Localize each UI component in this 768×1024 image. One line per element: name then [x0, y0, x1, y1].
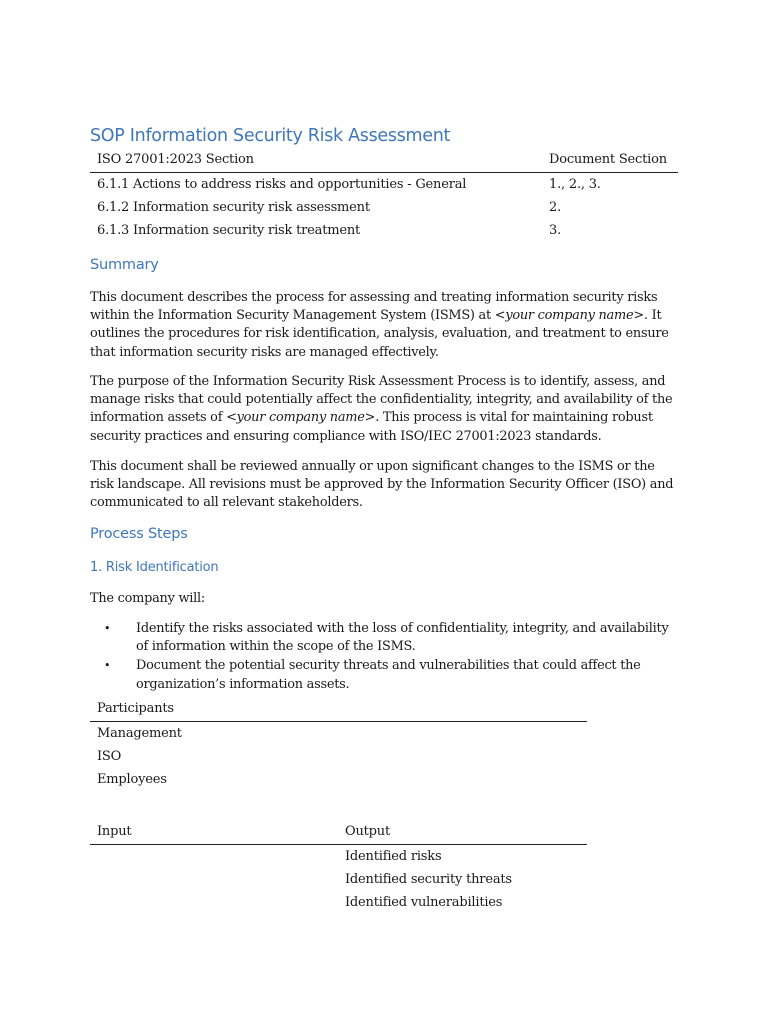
table-cell: Identified risks	[345, 849, 442, 864]
table-row	[90, 846, 587, 869]
company-placeholder: <your company name>	[494, 308, 644, 324]
table-row	[90, 746, 587, 769]
table-header-row	[90, 149, 678, 173]
table-header-cell: Participants	[97, 701, 174, 716]
table-row	[90, 197, 678, 220]
input-output-table	[90, 821, 587, 915]
summary-paragraph-3: This document shall be reviewed annually or upon significant changes to the ISMS or the risk landscape. All revisions must be approved by the Information Security Officer (ISO) and communicated to all relevant stakeholders.	[90, 459, 674, 511]
step-1-intro: The company will:	[90, 591, 205, 606]
table-header-cell: Input	[97, 824, 132, 839]
table-cell: ISO	[97, 749, 122, 764]
iso-mapping-table	[90, 149, 678, 243]
table-cell: 3.	[549, 223, 562, 238]
table-row	[90, 869, 587, 892]
table-cell: 6.1.3 Information security risk treatment	[97, 223, 361, 238]
company-placeholder: <your company name>	[226, 410, 376, 426]
table-header-row	[90, 698, 587, 722]
table-header-cell: ISO 27001:2023 Section	[97, 152, 254, 167]
table-cell: Employees	[97, 772, 167, 787]
list-item: • Identify the risks associated with the loss of confidentiality, integrity, and availability of information within the scope of the ISMS.	[104, 621, 669, 655]
table-cell: 1., 2., 3.	[549, 177, 601, 192]
table-header-cell: Output	[345, 824, 390, 839]
process-steps-heading: Process Steps	[90, 526, 188, 542]
table-cell: 6.1.2 Information security risk assessment	[97, 200, 370, 215]
table-header-row	[90, 821, 587, 845]
table-row	[90, 174, 678, 197]
document-title: SOP Information Security Risk Assessment	[90, 126, 451, 146]
table-row	[90, 220, 678, 243]
step-1-heading: 1. Risk Identification	[90, 560, 219, 575]
list-item: • Document the potential security threats and vulnerabilities that could affect the organization’s information assets.	[104, 658, 641, 692]
summary-heading: Summary	[90, 257, 159, 273]
table-row	[90, 769, 587, 792]
summary-paragraph-1: This document describes the process for assessing and treating information security risks within the Information Security Management System (ISMS) at <your company name>. It outlines the procedures for risk identification, analysis, evaluation, and treatment to ensure that information security risks are managed effectively.	[90, 290, 669, 360]
table-cell: Identified security threats	[345, 872, 512, 887]
step-1-bullet-list	[90, 620, 678, 695]
participants-table	[90, 698, 587, 792]
summary-paragraph-2: The purpose of the Information Security Risk Assessment Process is to identify, assess, and manage risks that could potentially affect the confidentiality, integrity, and availability of the information assets of <your company name>. This process is vital for maintaining robust security practices and ensuring compliance with ISO/IEC 27001:2023 standards.	[90, 374, 673, 444]
table-cell: Management	[97, 726, 182, 741]
table-row	[90, 723, 587, 746]
table-cell: 2.	[549, 200, 562, 215]
table-cell: 6.1.1 Actions to address risks and opportunities - General	[97, 177, 467, 192]
table-row	[90, 892, 587, 915]
table-header-cell: Document Section	[549, 152, 667, 167]
table-cell: Identified vulnerabilities	[345, 895, 503, 910]
